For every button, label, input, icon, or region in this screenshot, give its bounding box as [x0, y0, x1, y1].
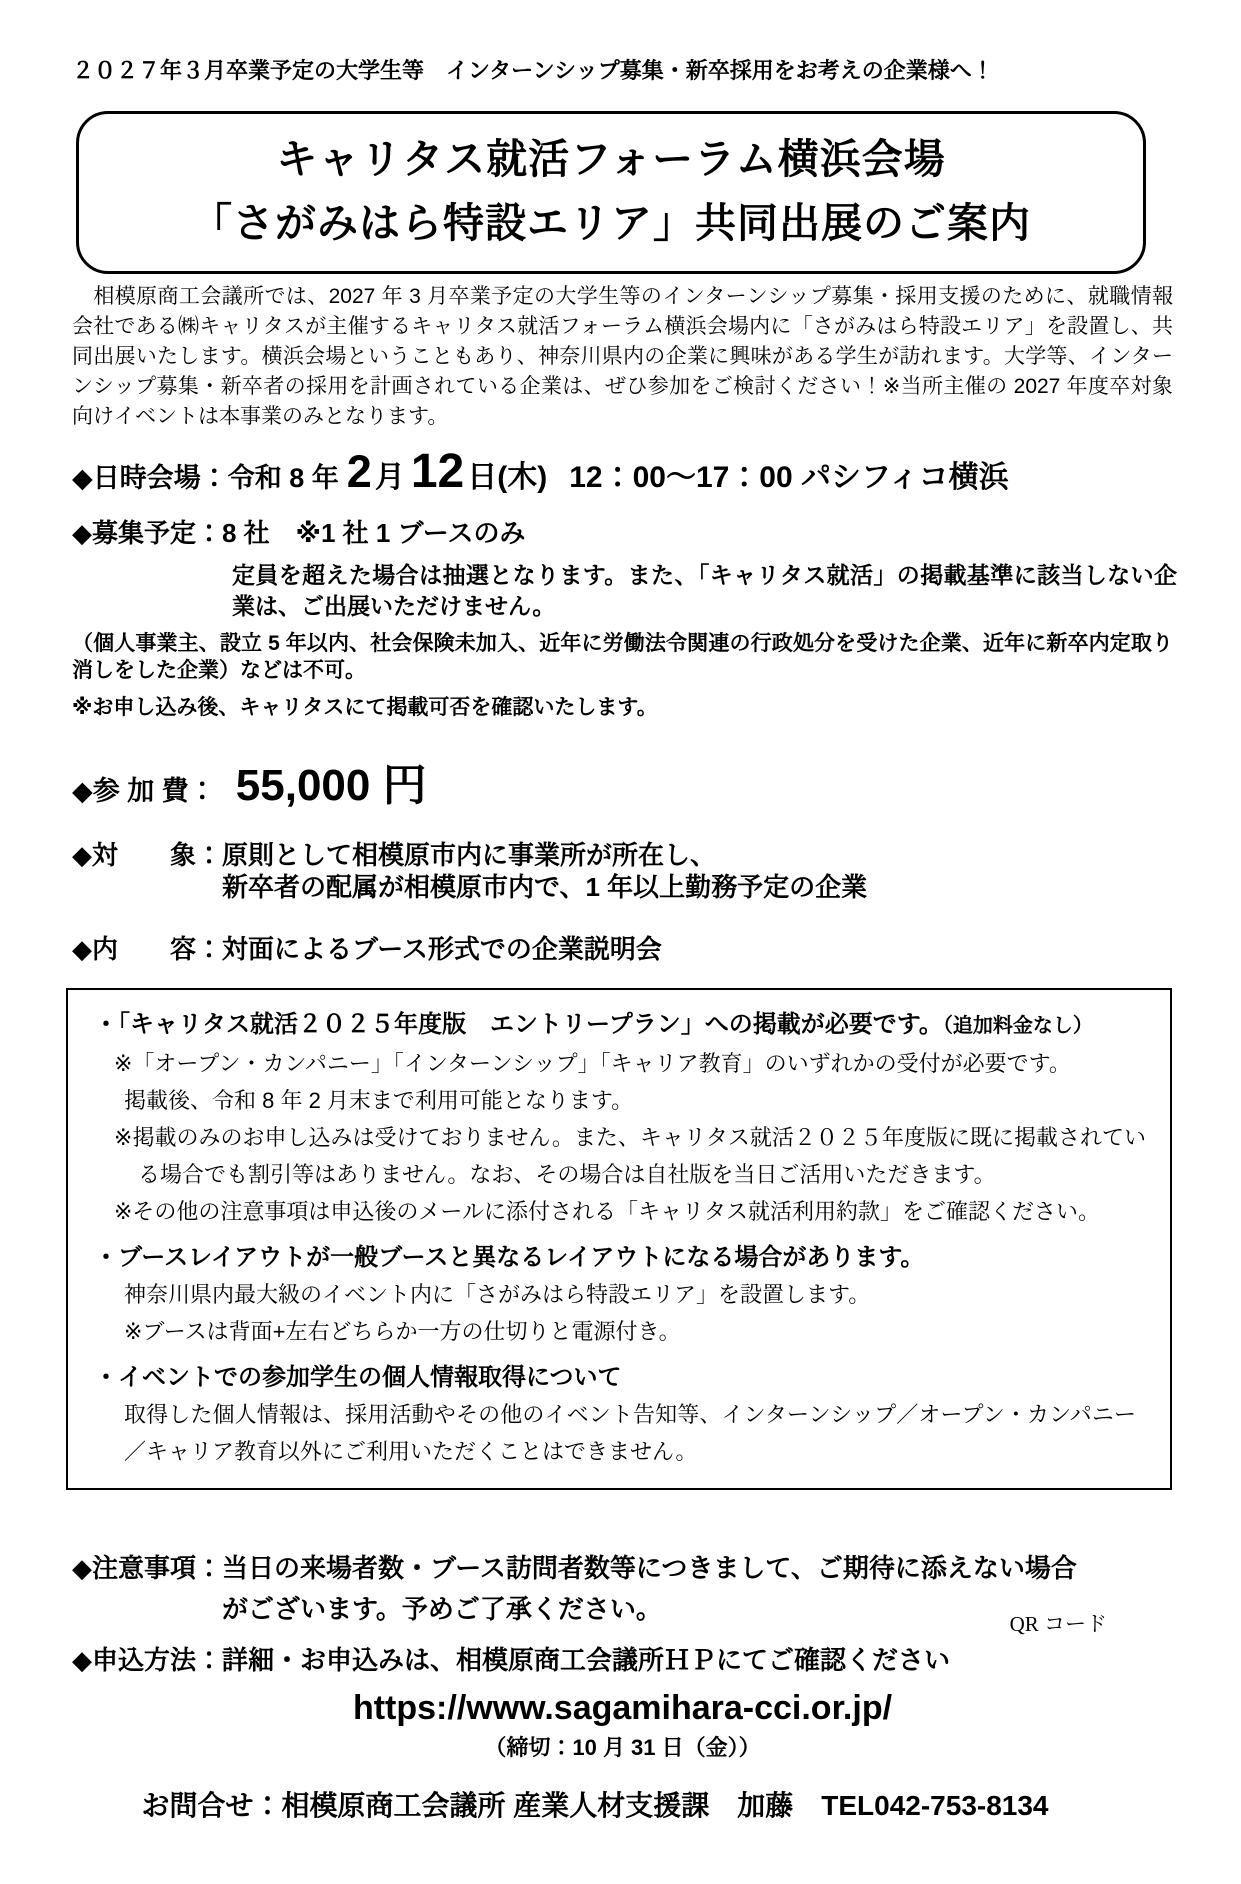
- datetime-day-number: 12: [410, 445, 465, 499]
- datetime-time-venue: 12：00～17：00 パシフィコ横浜: [569, 461, 1009, 495]
- recruit-lottery-note: 定員を超えた場合は抽選となります。また、「キャリタス就活」の掲載基準に該当しない企業は、ご出展いただけません。: [232, 562, 1177, 620]
- apply-method-text: 詳細・お申込みは、相模原商工会議所ＨＰにてご確認ください: [222, 1645, 951, 1676]
- fee-line: [72, 749, 1173, 813]
- box-item-special-area-note: 神奈川県内最大級のイベント内に「さがみはら特設エリア」を設置します。: [124, 1282, 871, 1308]
- target-text-1: 原則として相模原市内に事業所が所在し、: [222, 840, 717, 871]
- content-line: [72, 929, 1173, 966]
- box-item-entry-plan: [92, 1006, 1146, 1045]
- datetime-day-unit: 日(木): [467, 461, 548, 495]
- box-item-booth-spec-note: ※ブースは背面+左右どちらか一方の仕切りと電源付き。: [124, 1319, 681, 1345]
- title-line-2: 「さがみはら特設エリア」共同出展のご案内: [191, 199, 1031, 246]
- target-text-2: 新卒者の配属が相模原市内で、1 年以上勤務予定の企業: [222, 872, 868, 903]
- box-item-entry-plan-suffix: （追加料金なし）: [942, 1015, 1093, 1038]
- datetime-venue-line: [72, 444, 1173, 499]
- box-item-no-discount-note: ※掲載のみのお申し込みは受けておりません。また、キャリタス就活２０２５年度版に既に掲載されている場合でも割引等はありません。なお、その場合は自社版を当日ご活用いただきます。: [114, 1125, 1146, 1188]
- apply-method-label: ◆申込方法：: [72, 1645, 222, 1676]
- application-deadline: （締切：10 月 31 日（金））: [484, 1735, 761, 1761]
- requirements-box: [66, 988, 1172, 1490]
- content-label: ◆内 容：: [72, 934, 222, 965]
- target-label: ◆対 象：: [72, 840, 222, 871]
- title-box: [76, 111, 1146, 274]
- box-item-booth-layout: ・ブースレイアウトが一般ブースと異なるレイアウトになる場合があります。: [94, 1244, 925, 1272]
- datetime-month-number: 2: [346, 446, 372, 498]
- notice-line: [72, 1548, 1173, 1637]
- box-item-availability-note: 掲載後、令和 8 年 2 月末まで利用可能となります。: [124, 1088, 634, 1114]
- box-item-entry-plan-text: ・「キャリタス就活２０２５年度版 エントリープラン」への掲載が必要です。: [94, 1011, 943, 1039]
- recruit-count-line: ◆募集予定：8 社 ※1 社 1 ブースのみ: [72, 518, 526, 549]
- target-line: [72, 839, 1173, 903]
- recruit-exclusion-note: （個人事業主、設立 5 年以内、社会保険未加入、近年に労働法令関連の行政処分を受けた企業、近年に新卒内定取り消しをした企業）などは不可。: [72, 632, 1173, 683]
- contact-info: お問合せ：相模原商工会議所 産業人材支援課 加藤 TEL042-753-8134: [141, 1790, 1049, 1822]
- intro-paragraph: 相模原商工会議所では、2027 年 3 月卒業予定の大学生等のインターンシップ募集・採用支援のために、就職情報会社である㈱キャリタスが主催するキャリタス就活フォーラム横浜会場内に「さがみはら特設エリア」を設置し、共同出展いたします。横浜会場ということもあり、神奈川県内の企業に興味がある学生が訪れます。大学等、インターンシップ募集・新卒者の採用を計画されている企業は、ぜひ参加をご検討ください！※当所主催の 2027 年度卒対象向けイベントは本事業のみとなります。: [72, 285, 1173, 429]
- qr-code-placeholder: QR コード: [1009, 1612, 1107, 1637]
- target-body: [222, 839, 867, 903]
- box-item-personal-info: ・イベントでの参加学生の個人情報取得について: [94, 1364, 622, 1392]
- box-item-reception-note: ※「オープン・カンパニー」「インターンシップ」「キャリア教育」のいずれかの受付が必要です。: [114, 1051, 1071, 1077]
- datetime-label: ◆日時会場：令和 8 年: [72, 463, 339, 494]
- notice-text: 当日の来場者数・ブース訪問者数等につきまして、ご期待に添えない場合がございます。予めご了承ください。: [222, 1553, 1077, 1625]
- box-item-terms-note: ※その他の注意事項は申込後のメールに添付される「キャリタス就活利用約款」をご確認ください。: [114, 1199, 1100, 1225]
- content-text: 対面によるブース形式での企業説明会: [222, 934, 662, 965]
- notice-label: ◆注意事項：: [72, 1553, 222, 1584]
- recruit-screening-note: ※お申し込み後、キャリタスにて掲載可否を確認いたします。: [72, 696, 658, 720]
- datetime-month-unit: 月: [374, 461, 405, 495]
- fee-amount: 55,000 円: [235, 761, 427, 811]
- apply-method-line: [72, 1640, 1173, 1677]
- fee-label: ◆参 加 費：: [72, 776, 216, 807]
- box-item-personal-info-note: 取得した個人情報は、採用活動やその他のイベント告知等、インターンシップ／オープン・カンパニー／キャリア教育以外にご利用いただくことはできません。: [124, 1402, 1136, 1465]
- title-line-1: キャリタス就活フォーラム横浜会場: [276, 136, 946, 182]
- website-url: https://www.sagamihara-cci.or.jp/: [352, 1689, 893, 1728]
- audience-tagline: ２０２７年３月卒業予定の大学生等 インターンシップ募集・新卒採用をお考えの企業様へ！: [72, 58, 994, 83]
